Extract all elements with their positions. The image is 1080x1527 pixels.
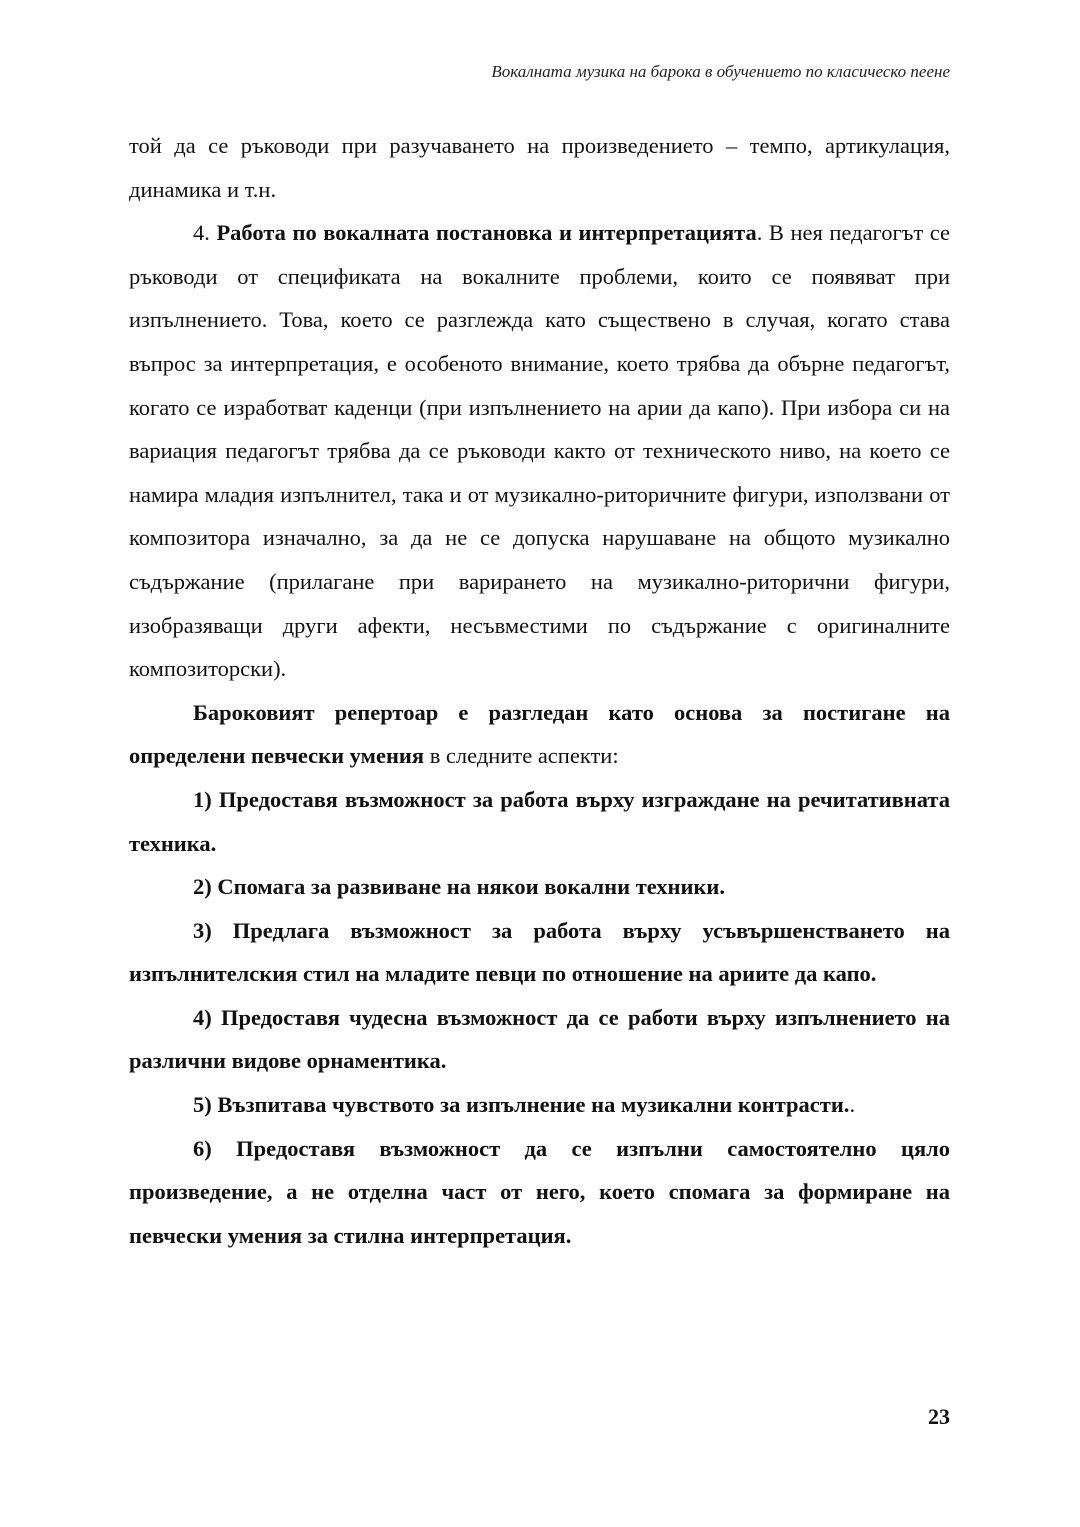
paragraph-text: в следните аспекти:: [424, 743, 619, 769]
list-item-trailing-period: .: [849, 1092, 856, 1118]
list-item: 3) Предлага възможност за работа върху усъвършенстването на изпълнителския стил на младите певци по отношение на ариите да капо.: [129, 917, 950, 987]
bold-statement: Бароковият репертоар е разгледан като основа за постигане на определени певчески умения: [129, 699, 950, 769]
page-number: 23: [928, 1404, 950, 1429]
paragraph-text: . В нея педагогът се ръководи от спецификата на вокалните проблеми, които се появяват при изпълнението. Това, което се разглежда като съществено в случая, когато става въпрос за интерпретация, е особеното внимание, което трябва да обърне педагогът, когато се изработват каденци (при изпълнението на арии да капо). При избора си на вариация педагогът трябва да се ръководи както от техническото ниво, на което се намира младия изпълнител, така и от музикално-риторичните фигури, използвани от композитора изначално, за да не се допуска нарушаване на общото музикално съдържание (прилагане при варирането на музикално-риторични фигури, изобразяващи други афекти, несъвместими по съдържание с оригиналните композиторски).: [129, 220, 950, 682]
paragraph-vocal-work: [129, 211, 950, 691]
list-item: 6) Предоставя възможност да се изпълни самостоятелно цяло произведение, а не отделна част от него, което спомага за формиране на певчески умения за стилна интерпретация.: [129, 1135, 950, 1248]
paragraph-continuation: той да се ръководи при разучаването на произведението – темпо, артикулация, динамика и т.н.: [129, 133, 950, 202]
list-item: [129, 1083, 950, 1127]
list-item-text: 5) Възпитава чувството за изпълнение на музикални контрасти.: [193, 1092, 850, 1118]
list-item: 2) Спомага за развиване на някои вокални техники.: [193, 874, 726, 900]
paragraph-baroque-repertoire: [129, 691, 950, 778]
list-item: 1) Предоставя възможност за работа върху изграждане на речитативната техника.: [129, 786, 950, 856]
running-header: Вокалната музика на барока в обучението по класическо пеене: [491, 62, 950, 81]
list-item: 4) Предоставя чудесна възможност да се работи върху изпълнението на различни видове орнаментика.: [129, 1004, 950, 1074]
item-number: 4.: [193, 220, 210, 246]
page-body: [129, 124, 950, 1257]
section-title: Работа по вокалната постановка и интерпретацията: [216, 220, 757, 246]
